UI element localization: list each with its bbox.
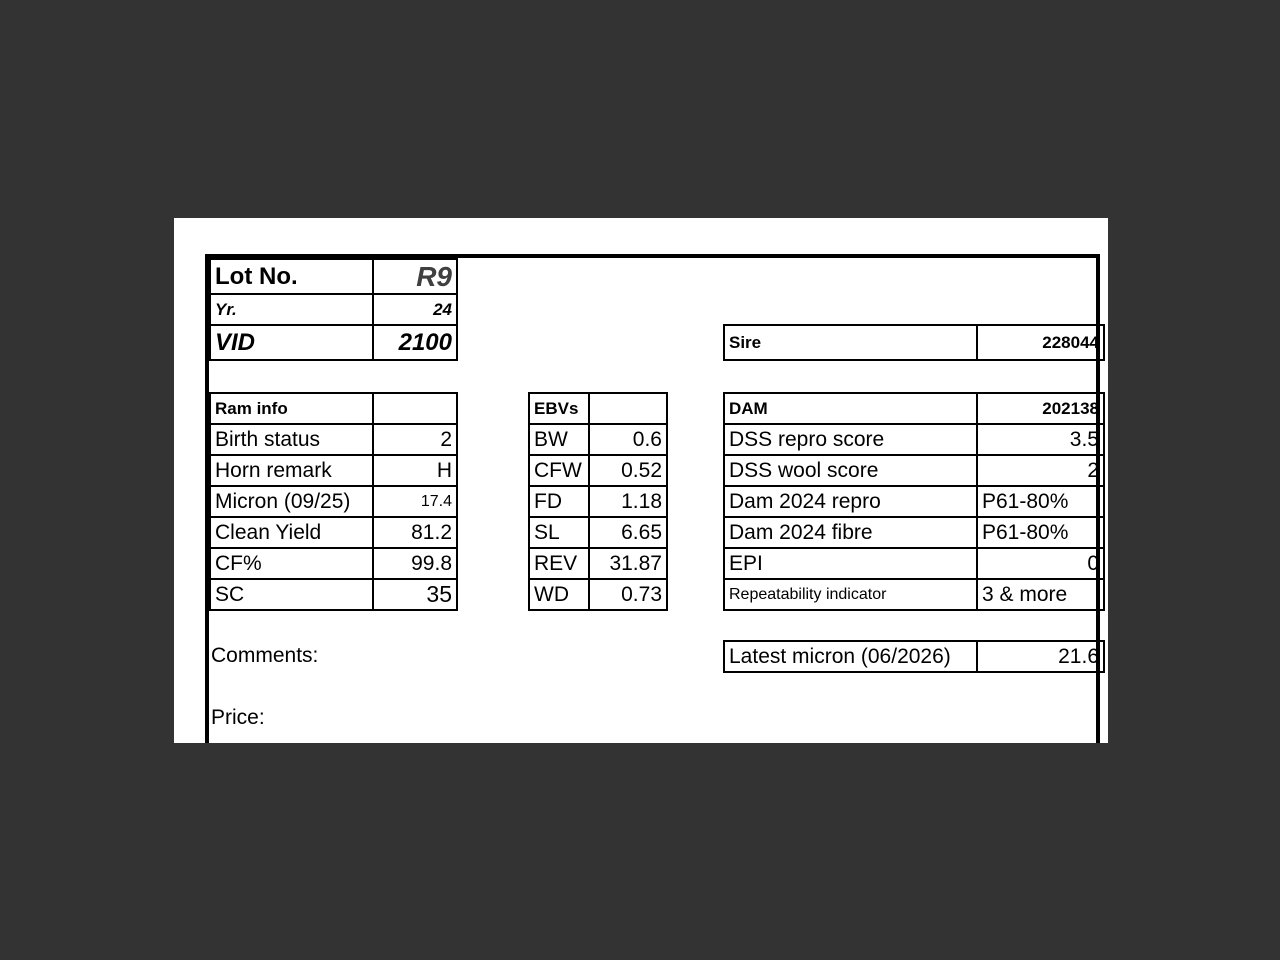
dam-row-label: DSS wool score bbox=[723, 454, 978, 487]
dam-id-value: 202138 bbox=[976, 392, 1105, 425]
dam-row-value: 0 bbox=[976, 547, 1105, 580]
sire-label: Sire bbox=[723, 324, 978, 361]
comments-label: Comments: bbox=[211, 644, 319, 667]
lot-number-label: Lot No. bbox=[209, 258, 374, 295]
vid-label: VID bbox=[209, 324, 374, 361]
ram-info-row-value: 99.8 bbox=[372, 547, 458, 580]
sale-lot-sheet bbox=[174, 218, 1108, 743]
ebv-row-label: WD bbox=[528, 578, 590, 611]
ram-info-row-label: Micron (09/25) bbox=[209, 485, 374, 518]
ram-info-row-value: 17.4 bbox=[372, 485, 458, 518]
ram-info-header-blank bbox=[372, 392, 458, 425]
dam-title: DAM bbox=[723, 392, 978, 425]
ram-info-row-label: Horn remark bbox=[209, 454, 374, 487]
dam-row-label: DSS repro score bbox=[723, 423, 978, 456]
ram-info-row-value: 2 bbox=[372, 423, 458, 456]
ram-info-row-value: 81.2 bbox=[372, 516, 458, 549]
ebv-row-label: REV bbox=[528, 547, 590, 580]
latest-micron-value: 21.6 bbox=[976, 640, 1105, 673]
ebv-row-value: 31.87 bbox=[588, 547, 668, 580]
ebvs-header-blank bbox=[588, 392, 668, 425]
ram-info-row-label: SC bbox=[209, 578, 374, 611]
dam-row-value: 2 bbox=[976, 454, 1105, 487]
ebv-row-value: 0.6 bbox=[588, 423, 668, 456]
year-label: Yr. bbox=[209, 293, 374, 326]
dam-row-label: Repeatability indicator bbox=[723, 578, 978, 611]
dam-row-value: P61-80% bbox=[976, 485, 1105, 518]
lot-card-frame bbox=[205, 254, 1100, 743]
ebv-row-value: 0.73 bbox=[588, 578, 668, 611]
ebv-row-label: CFW bbox=[528, 454, 590, 487]
ebv-row-label: BW bbox=[528, 423, 590, 456]
ebvs-title: EBVs bbox=[528, 392, 590, 425]
ebv-row-label: FD bbox=[528, 485, 590, 518]
ram-info-title: Ram info bbox=[209, 392, 374, 425]
price-label: Price: bbox=[211, 706, 265, 729]
ram-info-row-label: CF% bbox=[209, 547, 374, 580]
dam-row-value: 3 & more bbox=[976, 578, 1105, 611]
ram-info-row-label: Clean Yield bbox=[209, 516, 374, 549]
dam-row-label: Dam 2024 fibre bbox=[723, 516, 978, 549]
dam-row-value: P61-80% bbox=[976, 516, 1105, 549]
year-value: 24 bbox=[372, 293, 458, 326]
ebv-row-value: 0.52 bbox=[588, 454, 668, 487]
latest-micron-label: Latest micron (06/2026) bbox=[723, 640, 978, 673]
vid-value: 2100 bbox=[372, 324, 458, 361]
ram-info-row-label: Birth status bbox=[209, 423, 374, 456]
ram-info-row-value: 35 bbox=[372, 578, 458, 611]
dam-row-value: 3.5 bbox=[976, 423, 1105, 456]
dam-row-label: Dam 2024 repro bbox=[723, 485, 978, 518]
ebv-row-label: SL bbox=[528, 516, 590, 549]
ebv-row-value: 1.18 bbox=[588, 485, 668, 518]
ebv-row-value: 6.65 bbox=[588, 516, 668, 549]
ram-info-row-value: H bbox=[372, 454, 458, 487]
lot-number-value: R9 bbox=[372, 258, 458, 295]
sire-value: 228044 bbox=[976, 324, 1105, 361]
dam-row-label: EPI bbox=[723, 547, 978, 580]
